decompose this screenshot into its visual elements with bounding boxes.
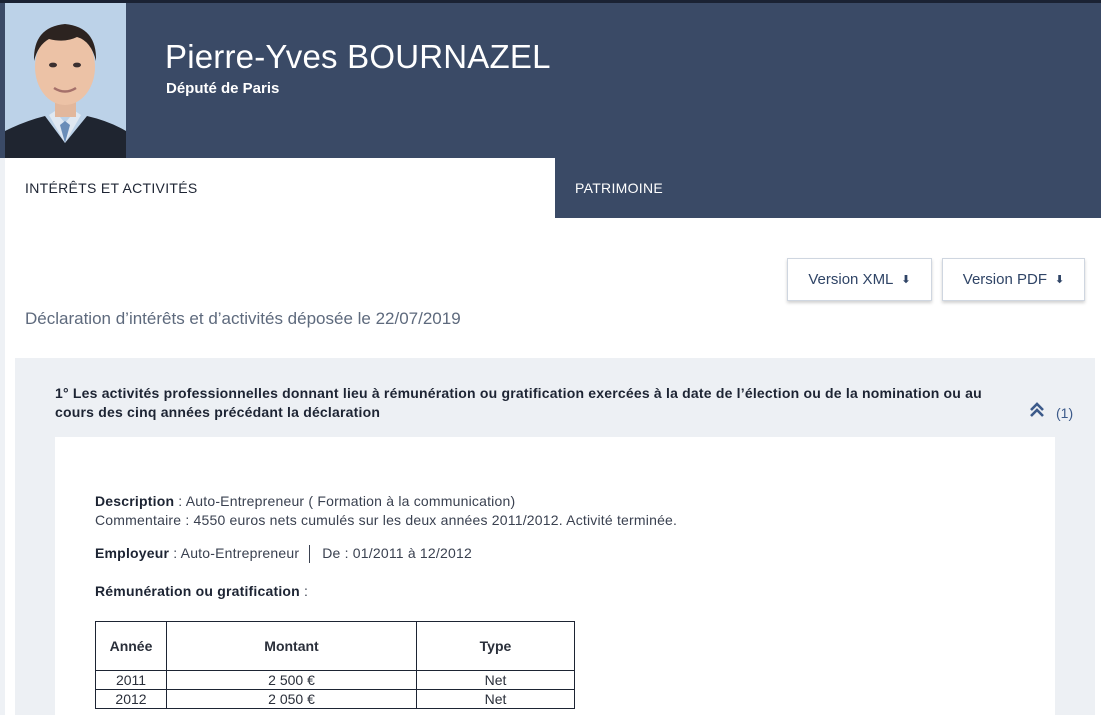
download-arrow-icon: ⬇ xyxy=(901,274,911,286)
download-pdf-button[interactable] xyxy=(942,258,1085,301)
period: De : 01/2011 à 12/2012 xyxy=(322,545,472,561)
cell-annee: 2011 xyxy=(96,671,167,690)
cell-montant: 2 500 € xyxy=(167,671,417,690)
tab-patrimoine[interactable] xyxy=(555,158,1101,218)
description-value: : Auto-Entrepreneur ( Formation à la communication) xyxy=(174,493,516,509)
section-title: 1° Les activités professionnelles donnant lieu à rémunération ou gratification exercées à la date de l’élection ou de la nomination ou au cours des cinq années précédant la déclaration xyxy=(55,385,982,420)
tab-label: INTÉRÊTS ET ACTIVITÉS xyxy=(25,180,198,196)
cell-type: Net xyxy=(417,671,575,690)
comment-label: Commentaire xyxy=(95,512,182,528)
table-header-row xyxy=(96,622,575,671)
left-margin xyxy=(0,158,5,715)
divider xyxy=(309,545,310,563)
button-label: Version PDF xyxy=(962,271,1047,288)
button-label: Version XML xyxy=(808,271,894,288)
header-montant: Montant xyxy=(167,622,417,671)
employer-label: Employeur xyxy=(95,545,170,561)
description-label: Description xyxy=(95,493,175,509)
cell-montant: 2 050 € xyxy=(167,690,417,709)
tab-label: PATRIMOINE xyxy=(575,180,664,196)
declaration-date: Déclaration d’intérêts et d’activités déposée le 22/07/2019 xyxy=(25,309,461,328)
header-type: Type xyxy=(417,622,575,671)
table-row xyxy=(96,671,575,690)
chevrons-up-icon xyxy=(1028,401,1046,424)
employer-value: : Auto-Entrepreneur xyxy=(169,545,300,561)
remuneration-line xyxy=(95,583,308,599)
header-annee: Année xyxy=(96,622,167,671)
download-xml-button[interactable] xyxy=(787,258,932,301)
remuneration-table xyxy=(95,621,575,709)
deputy-role: Député de Paris xyxy=(166,80,280,97)
comment-value: : 4550 euros nets cumulés sur les deux années 2011/2012. Activité terminée. xyxy=(181,512,678,528)
tab-interets-activites[interactable] xyxy=(5,158,555,218)
item-count: (1) xyxy=(1056,404,1074,421)
remuneration-label: Rémunération ou gratification xyxy=(95,583,300,599)
cell-type: Net xyxy=(417,690,575,709)
table-row xyxy=(96,690,575,709)
deputy-name: Pierre-Yves BOURNAZEL xyxy=(165,38,551,75)
cell-annee: 2012 xyxy=(96,690,167,709)
download-arrow-icon: ⬇ xyxy=(1054,274,1065,286)
remuneration-colon: : xyxy=(299,583,309,599)
description-line xyxy=(95,493,515,509)
collapse-toggle[interactable] xyxy=(1028,401,1073,424)
deputy-photo xyxy=(5,3,126,158)
employer-line xyxy=(95,545,472,563)
comment-line xyxy=(95,512,677,528)
